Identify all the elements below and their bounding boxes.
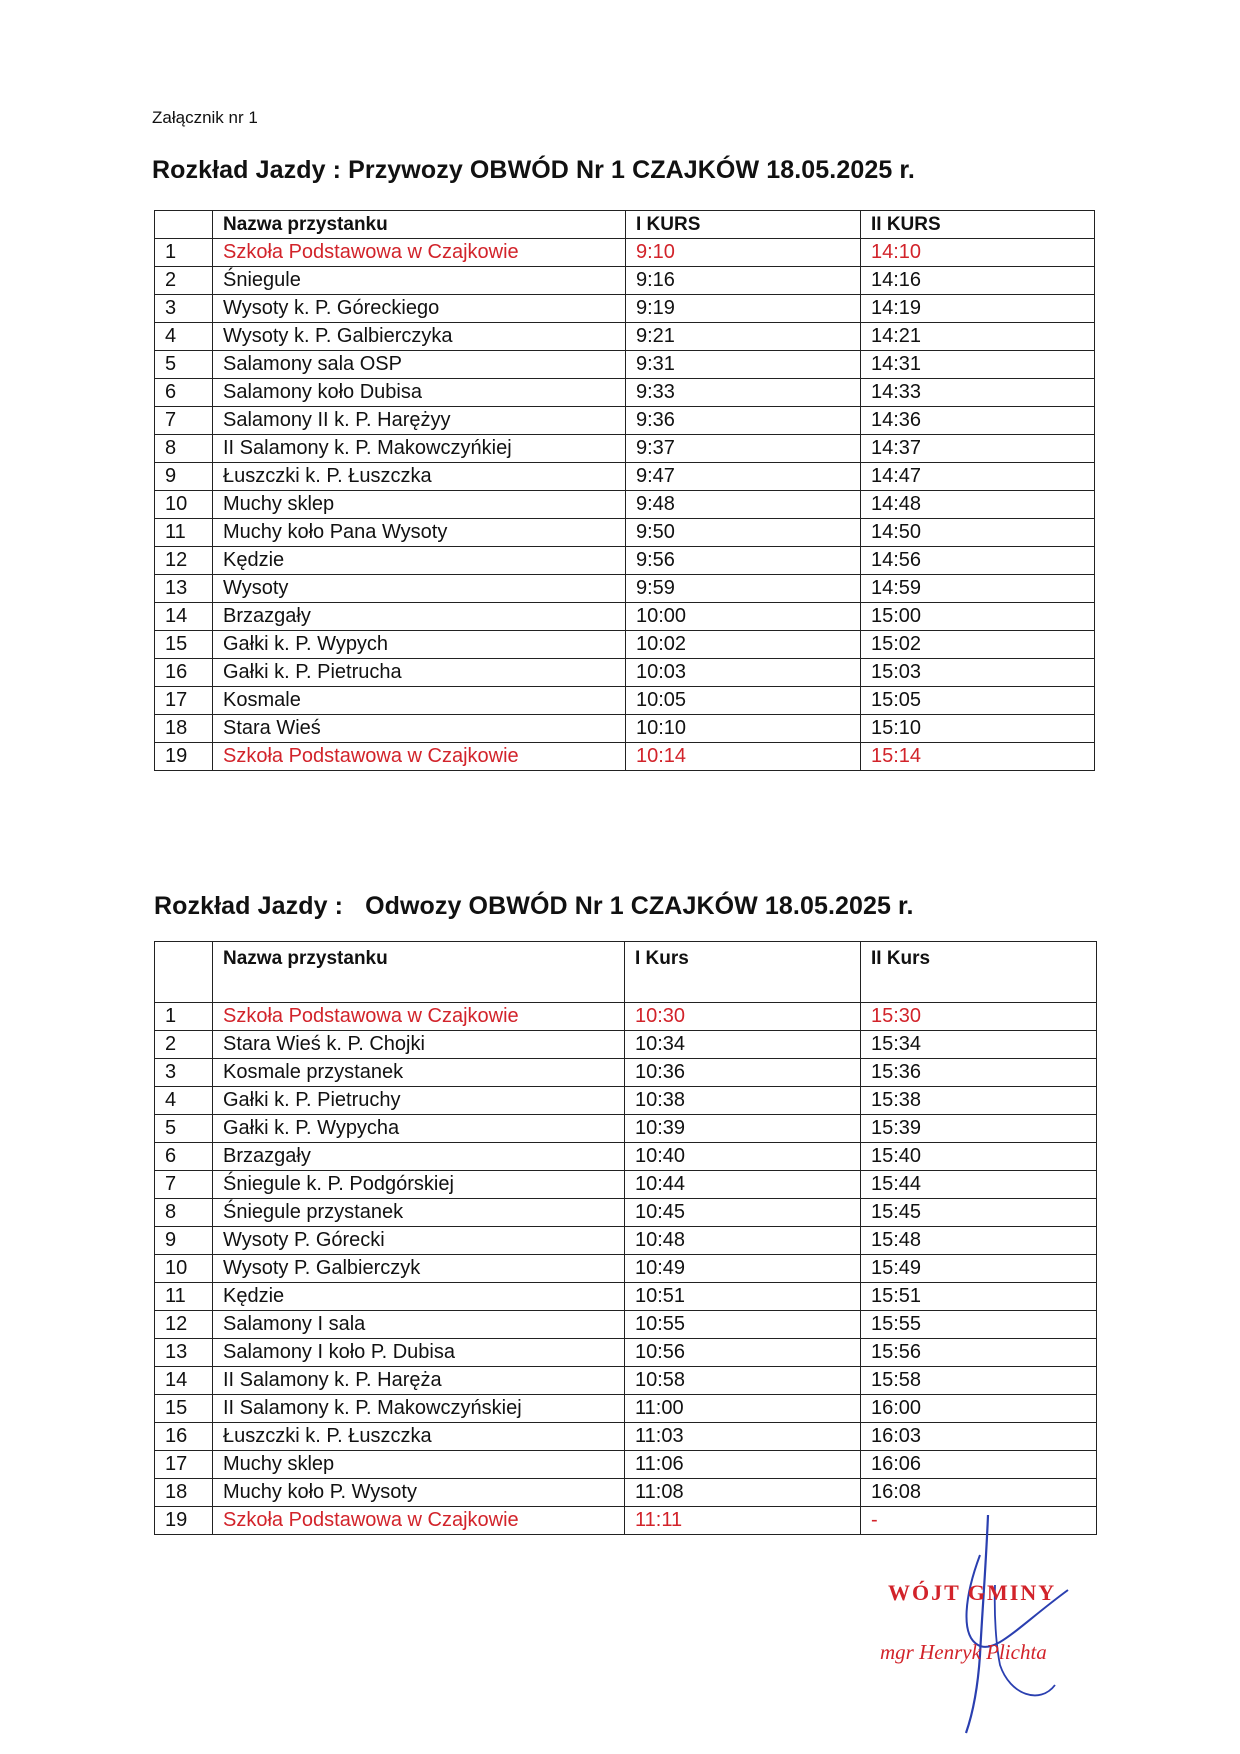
row-number: 8 (155, 1199, 213, 1227)
first-run-time: 9:59 (626, 575, 861, 603)
stop-name: Wysoty P. Galbierczyk (213, 1255, 625, 1283)
second-run-time: 14:59 (861, 575, 1095, 603)
table-row (155, 1003, 1097, 1031)
row-number: 8 (155, 435, 213, 463)
second-run-time: 16:06 (861, 1451, 1097, 1479)
second-run-time: 16:00 (861, 1395, 1097, 1423)
second-run-time: 15:14 (861, 743, 1095, 771)
table-row (155, 239, 1095, 267)
stop-name: Łuszczki k. P. Łuszczka (213, 463, 626, 491)
row-number: 14 (155, 603, 213, 631)
section2-title-main: Odwozy OBWÓD Nr 1 CZAJKÓW 18.05.2025 r. (365, 892, 914, 920)
second-run-time: 14:50 (861, 519, 1095, 547)
table-row (155, 1059, 1097, 1087)
table-row (155, 1115, 1097, 1143)
first-run-time: 10:03 (626, 659, 861, 687)
second-run-time: 14:21 (861, 323, 1095, 351)
table-row (155, 295, 1095, 323)
stop-name: Śniegule k. P. Podgórskiej (213, 1171, 625, 1199)
first-run-time: 11:08 (625, 1479, 861, 1507)
stop-name: II Salamony k. P. Haręża (213, 1367, 625, 1395)
first-run-time: 10:48 (625, 1227, 861, 1255)
first-run-time: 10:30 (625, 1003, 861, 1031)
row-number: 7 (155, 1171, 213, 1199)
table-row (155, 715, 1095, 743)
second-run-time: 14:10 (861, 239, 1095, 267)
table-row (155, 575, 1095, 603)
row-number: 12 (155, 1311, 213, 1339)
stop-name: Muchy koło Pana Wysoty (213, 519, 626, 547)
table-row (155, 267, 1095, 295)
signature-icon (870, 1495, 1100, 1735)
second-run-time: 14:47 (861, 463, 1095, 491)
stop-name: Kosmale (213, 687, 626, 715)
table-row (155, 351, 1095, 379)
second-run-time: 15:02 (861, 631, 1095, 659)
second-run-time: 15:51 (861, 1283, 1097, 1311)
first-run-time: 10:40 (625, 1143, 861, 1171)
table-row (155, 1087, 1097, 1115)
second-run-time: 14:48 (861, 491, 1095, 519)
first-run-time: 9:33 (626, 379, 861, 407)
second-run-time: 15:58 (861, 1367, 1097, 1395)
stop-name: Muchy sklep (213, 1451, 625, 1479)
first-run-time: 10:56 (625, 1339, 861, 1367)
second-run-time: 14:19 (861, 295, 1095, 323)
row-number: 6 (155, 379, 213, 407)
table-row (155, 687, 1095, 715)
table-row (155, 1311, 1097, 1339)
second-run-time: 16:08 (861, 1479, 1097, 1507)
row-number: 14 (155, 1367, 213, 1395)
table-row (155, 491, 1095, 519)
second-run-time: 15:40 (861, 1143, 1097, 1171)
second-run-time: 15:10 (861, 715, 1095, 743)
stop-name: Salamony sala OSP (213, 351, 626, 379)
stamp-name: mgr Henryk Plichta (880, 1640, 1047, 1664)
first-run-time: 10:38 (625, 1087, 861, 1115)
second-run-time: 14:36 (861, 407, 1095, 435)
row-number: 11 (155, 1283, 213, 1311)
first-run-time: 10:10 (626, 715, 861, 743)
table-row (155, 603, 1095, 631)
stop-name: Wysoty k. P. Góreckiego (213, 295, 626, 323)
row-number: 3 (155, 295, 213, 323)
section2-title (154, 892, 914, 921)
stop-name: Stara Wieś k. P. Chojki (213, 1031, 625, 1059)
stop-name: Wysoty (213, 575, 626, 603)
second-run-time: 15:38 (861, 1087, 1097, 1115)
table-row (155, 1423, 1097, 1451)
first-run-time: 11:00 (625, 1395, 861, 1423)
dropoff-schedule-table (154, 941, 1097, 1535)
stop-name: II Salamony k. P. Makowczyńskiej (213, 1395, 625, 1423)
second-run-time: 14:37 (861, 435, 1095, 463)
row-number: 17 (155, 1451, 213, 1479)
table-row (155, 1367, 1097, 1395)
row-number: 15 (155, 631, 213, 659)
table-row (155, 1031, 1097, 1059)
header-stop-name: Nazwa przystanku (213, 211, 626, 239)
second-run-time: 14:16 (861, 267, 1095, 295)
first-run-time: 10:44 (625, 1171, 861, 1199)
section2-title-prefix: Rozkład Jazdy : (154, 892, 344, 920)
stop-name: Wysoty k. P. Galbierczyka (213, 323, 626, 351)
second-run-time: 15:30 (861, 1003, 1097, 1031)
stop-name: Łuszczki k. P. Łuszczka (213, 1423, 625, 1451)
second-run-time: 15:49 (861, 1255, 1097, 1283)
first-run-time: 10:51 (625, 1283, 861, 1311)
second-run-time: 16:03 (861, 1423, 1097, 1451)
table-row (155, 1339, 1097, 1367)
stop-name: Brzazgały (213, 603, 626, 631)
table-row (155, 323, 1095, 351)
table-row (155, 463, 1095, 491)
table-row (155, 1395, 1097, 1423)
first-run-time: 9:47 (626, 463, 861, 491)
row-number: 12 (155, 547, 213, 575)
table-row (155, 1283, 1097, 1311)
first-run-time: 9:50 (626, 519, 861, 547)
first-run-time: 9:37 (626, 435, 861, 463)
stop-name: Muchy koło P. Wysoty (213, 1479, 625, 1507)
row-number: 6 (155, 1143, 213, 1171)
row-number: 4 (155, 1087, 213, 1115)
stop-name: Gałki k. P. Wypych (213, 631, 626, 659)
second-run-time: 15:55 (861, 1311, 1097, 1339)
second-run-time: 15:36 (861, 1059, 1097, 1087)
header-number (155, 942, 213, 1003)
table-row (155, 1199, 1097, 1227)
row-number: 19 (155, 743, 213, 771)
row-number: 17 (155, 687, 213, 715)
table-row (155, 1451, 1097, 1479)
first-run-time: 10:05 (626, 687, 861, 715)
first-run-time: 9:56 (626, 547, 861, 575)
stop-name: Salamony koło Dubisa (213, 379, 626, 407)
first-run-time: 10:14 (626, 743, 861, 771)
second-run-time: 15:44 (861, 1171, 1097, 1199)
stop-name: Salamony I sala (213, 1311, 625, 1339)
row-number: 3 (155, 1059, 213, 1087)
row-number: 18 (155, 1479, 213, 1507)
row-number: 1 (155, 1003, 213, 1031)
stop-name: Gałki k. P. Pietruchy (213, 1087, 625, 1115)
stop-name: Szkoła Podstawowa w Czajkowie (213, 239, 626, 267)
pickup-schedule-table (154, 210, 1095, 771)
first-run-time: 10:49 (625, 1255, 861, 1283)
stop-name: Gałki k. P. Wypycha (213, 1115, 625, 1143)
first-run-time: 10:39 (625, 1115, 861, 1143)
stop-name: Salamony II k. P. Harężyy (213, 407, 626, 435)
stop-name: Śniegule (213, 267, 626, 295)
row-number: 4 (155, 323, 213, 351)
table-row (155, 659, 1095, 687)
first-run-time: 9:19 (626, 295, 861, 323)
header-first-run: I KURS (626, 211, 861, 239)
table-header-row (155, 942, 1097, 1003)
row-number: 19 (155, 1507, 213, 1535)
row-number: 7 (155, 407, 213, 435)
row-number: 2 (155, 1031, 213, 1059)
second-run-time: 15:48 (861, 1227, 1097, 1255)
header-number (155, 211, 213, 239)
first-run-time: 10:58 (625, 1367, 861, 1395)
table-row (155, 379, 1095, 407)
header-stop-name: Nazwa przystanku (213, 942, 625, 1003)
attachment-label: Załącznik nr 1 (152, 108, 258, 127)
first-run-time: 11:11 (625, 1507, 861, 1535)
first-run-time: 9:36 (626, 407, 861, 435)
second-run-time: 15:45 (861, 1199, 1097, 1227)
stop-name: Gałki k. P. Pietrucha (213, 659, 626, 687)
stop-name: Wysoty P. Górecki (213, 1227, 625, 1255)
first-run-time: 11:03 (625, 1423, 861, 1451)
second-run-time: 15:34 (861, 1031, 1097, 1059)
first-run-time: 10:00 (626, 603, 861, 631)
row-number: 10 (155, 1255, 213, 1283)
row-number: 15 (155, 1395, 213, 1423)
second-run-time: 15:39 (861, 1115, 1097, 1143)
first-run-time: 10:34 (625, 1031, 861, 1059)
first-run-time: 9:48 (626, 491, 861, 519)
stop-name: Szkoła Podstawowa w Czajkowie (213, 743, 626, 771)
table-row (155, 407, 1095, 435)
header-first-run: I Kurs (625, 942, 861, 1003)
stamp-title: WÓJT GMINY (888, 1580, 1057, 1605)
row-number: 9 (155, 1227, 213, 1255)
row-number: 16 (155, 659, 213, 687)
second-run-time: 14:33 (861, 379, 1095, 407)
first-run-time: 10:45 (625, 1199, 861, 1227)
header-second-run: II Kurs (861, 942, 1097, 1003)
second-run-time: - (861, 1507, 1097, 1535)
stop-name: Śniegule przystanek (213, 1199, 625, 1227)
header-second-run: II KURS (861, 211, 1095, 239)
first-run-time: 10:02 (626, 631, 861, 659)
first-run-time: 10:36 (625, 1059, 861, 1087)
row-number: 2 (155, 267, 213, 295)
table-header-row (155, 211, 1095, 239)
row-number: 5 (155, 1115, 213, 1143)
row-number: 1 (155, 239, 213, 267)
second-run-time: 15:56 (861, 1339, 1097, 1367)
stop-name: Kędzie (213, 547, 626, 575)
first-run-time: 9:10 (626, 239, 861, 267)
stop-name: Brzazgały (213, 1143, 625, 1171)
row-number: 5 (155, 351, 213, 379)
table-row (155, 631, 1095, 659)
row-number: 11 (155, 519, 213, 547)
table-row (155, 1143, 1097, 1171)
table-row (155, 519, 1095, 547)
second-run-time: 15:05 (861, 687, 1095, 715)
table-row (155, 1255, 1097, 1283)
stop-name: Kosmale przystanek (213, 1059, 625, 1087)
stop-name: Stara Wieś (213, 715, 626, 743)
second-run-time: 14:31 (861, 351, 1095, 379)
first-run-time: 9:16 (626, 267, 861, 295)
stop-name: Szkoła Podstawowa w Czajkowie (213, 1003, 625, 1031)
section1-title: Rozkład Jazdy : Przywozy OBWÓD Nr 1 CZAJKÓW 18.05.2025 r. (152, 156, 915, 184)
stop-name: Muchy sklep (213, 491, 626, 519)
table-row (155, 1227, 1097, 1255)
table-row (155, 547, 1095, 575)
row-number: 16 (155, 1423, 213, 1451)
row-number: 18 (155, 715, 213, 743)
second-run-time: 15:03 (861, 659, 1095, 687)
stop-name: Salamony I koło P. Dubisa (213, 1339, 625, 1367)
stop-name: Szkoła Podstawowa w Czajkowie (213, 1507, 625, 1535)
row-number: 13 (155, 1339, 213, 1367)
table-row (155, 1171, 1097, 1199)
row-number: 13 (155, 575, 213, 603)
second-run-time: 14:56 (861, 547, 1095, 575)
stop-name: II Salamony k. P. Makowczyńkiej (213, 435, 626, 463)
row-number: 10 (155, 491, 213, 519)
table-row (155, 743, 1095, 771)
row-number: 9 (155, 463, 213, 491)
first-run-time: 9:21 (626, 323, 861, 351)
first-run-time: 9:31 (626, 351, 861, 379)
first-run-time: 11:06 (625, 1451, 861, 1479)
second-run-time: 15:00 (861, 603, 1095, 631)
table-row (155, 435, 1095, 463)
first-run-time: 10:55 (625, 1311, 861, 1339)
stop-name: Kędzie (213, 1283, 625, 1311)
